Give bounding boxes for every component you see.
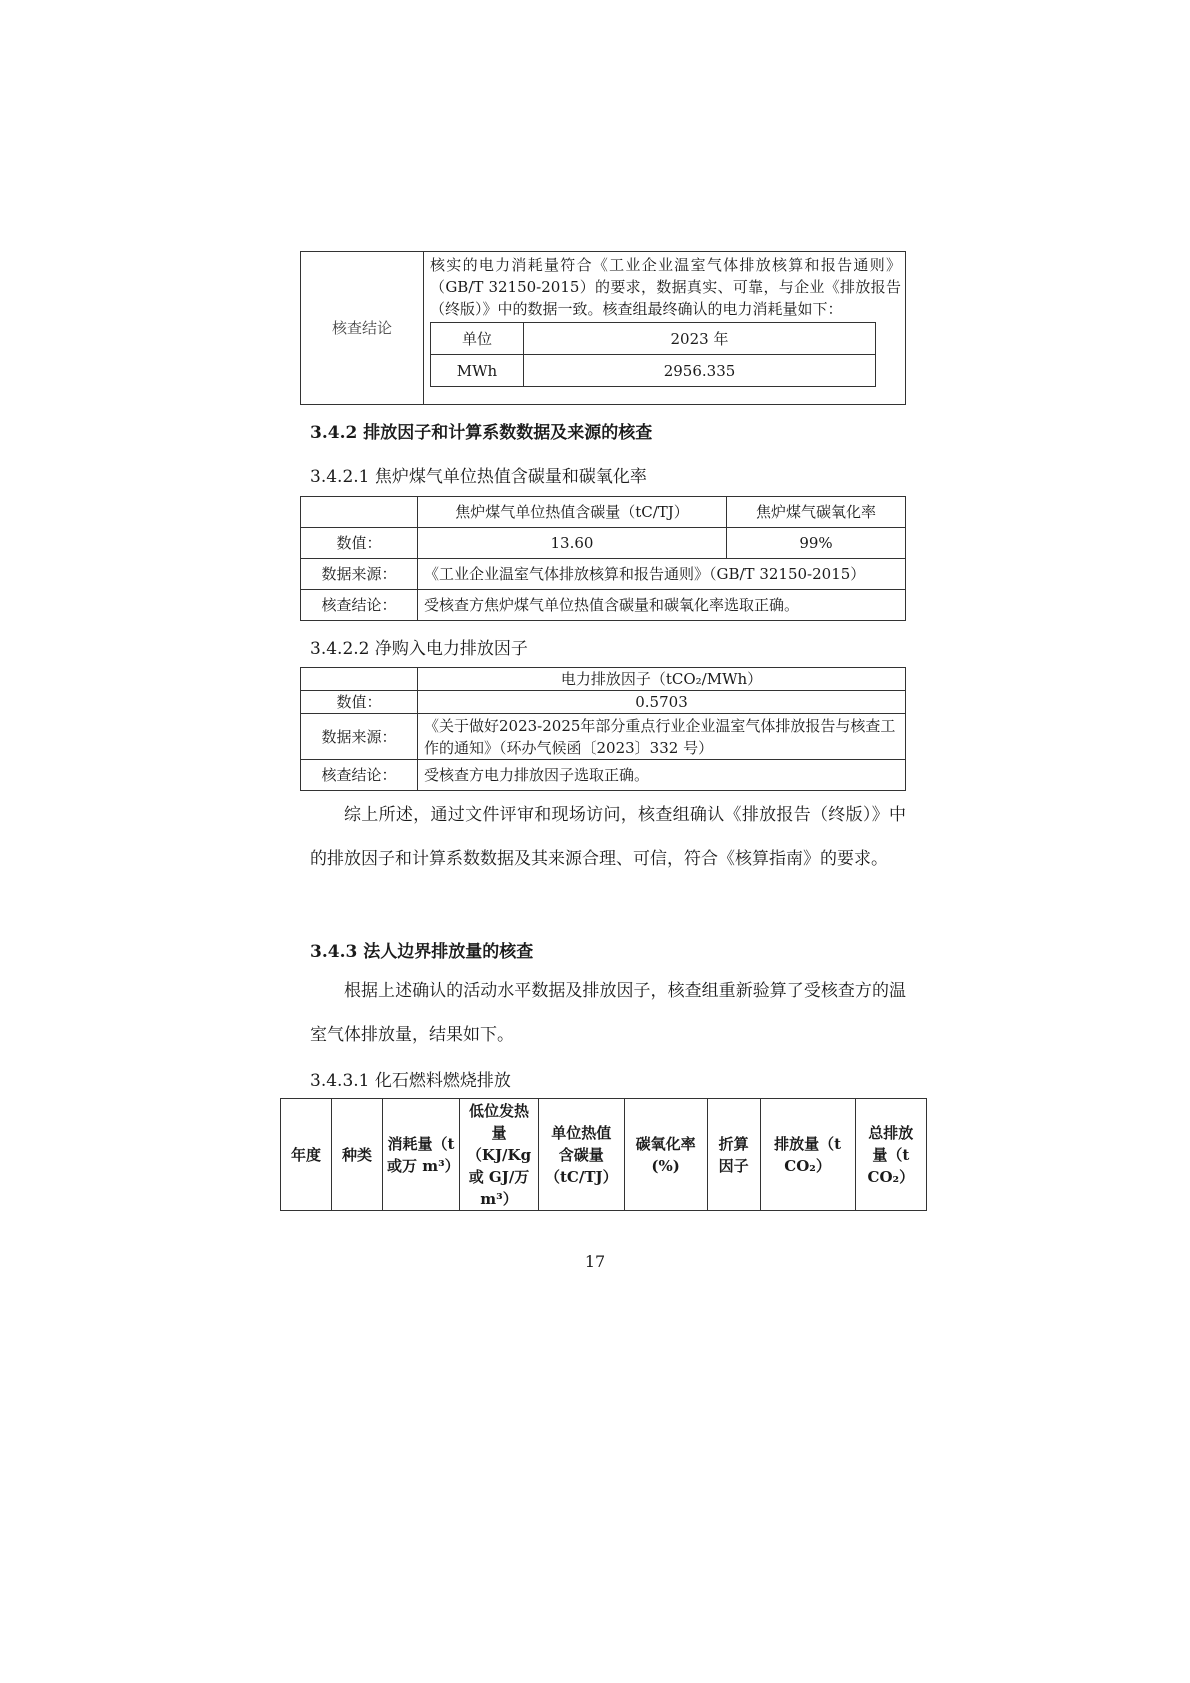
elec-conclusion-label: 核查结论： (301, 760, 418, 791)
coke-col1-header: 焦炉煤气单位热值含碳量（tC/TJ） (418, 497, 727, 528)
page-number: 17 (584, 1252, 606, 1271)
elec-source-label: 数据来源： (301, 714, 418, 760)
coke-gas-table (300, 496, 906, 621)
fossil-header-carbon-content: 单位热值含碳量（tC/TJ） (539, 1099, 625, 1211)
elec-source: 《关于做好2023-2025年部分重点行业企业温室气体排放报告与核查工作的通知》（环办气候函〔2023〕332 号） (418, 714, 906, 760)
fossil-header-type: 种类 (332, 1099, 383, 1211)
fossil-header-conversion: 折算因子 (707, 1099, 760, 1211)
elec-blank-cell (301, 668, 418, 691)
conclusion-cell (424, 252, 906, 405)
electricity-factor-table (300, 667, 906, 791)
section-3431-heading: 3.4.3.1 化石燃料燃烧排放 (310, 1071, 511, 1091)
elec-factor-header: 电力排放因子（tCO₂/MWh） (418, 668, 906, 691)
conclusion-label: 核查结论 (301, 252, 424, 405)
inner-unit: MWh (431, 355, 524, 387)
coke-source-label: 数据来源： (301, 559, 418, 590)
section-342-heading: 3.4.2 排放因子和计算系数数据及来源的核查 (310, 423, 653, 443)
coke-oxidation-rate: 99% (727, 528, 906, 559)
inner-value: 2956.335 (524, 355, 876, 387)
elec-factor-value: 0.5703 (418, 691, 906, 714)
inner-unit-header: 单位 (431, 323, 524, 355)
fossil-header-oxidation: 碳氧化率(%) (624, 1099, 707, 1211)
fossil-header-total: 总排放量（t CO₂） (855, 1099, 926, 1211)
section-343-paragraph: 根据上述确认的活动水平数据及排放因子，核查组重新验算了受核查方的温室气体排放量，结果如下。 (310, 981, 906, 1045)
summary-paragraph: 综上所述，通过文件评审和现场访问，核查组确认《排放报告（终版）》中的排放因子和计算系数数据及其来源合理、可信，符合《核算指南》的要求。 (310, 805, 906, 869)
fossil-header-year: 年度 (281, 1099, 332, 1211)
conclusion-text: 核实的电力消耗量符合《工业企业温室气体排放核算和报告通则》（GB/T 32150-2015）的要求，数据真实、可靠，与企业《排放报告（终版）》中的数据一致。核查组最终确认的电力消耗量如下： (430, 256, 901, 318)
coke-carbon-content: 13.60 (418, 528, 727, 559)
fossil-header-consumption: 消耗量（t 或万 m³） (383, 1099, 460, 1211)
fossil-fuel-table (280, 1098, 927, 1211)
coke-col2-header: 焦炉煤气碳氧化率 (727, 497, 906, 528)
fossil-header-ncv: 低位发热量（KJ/Kg 或 GJ/万 m³） (460, 1099, 539, 1211)
electricity-inner-table (430, 322, 876, 387)
coke-conclusion: 受核查方焦炉煤气单位热值含碳量和碳氧化率选取正确。 (418, 590, 906, 621)
coke-blank-cell (301, 497, 418, 528)
coke-value-label: 数值： (301, 528, 418, 559)
coke-conclusion-label: 核查结论： (301, 590, 418, 621)
section-3422-heading: 3.4.2.2 净购入电力排放因子 (310, 639, 528, 659)
inner-year-header: 2023 年 (524, 323, 876, 355)
section-3421-heading: 3.4.2.1 焦炉煤气单位热值含碳量和碳氧化率 (310, 467, 647, 487)
conclusion-table (300, 251, 906, 405)
coke-source: 《工业企业温室气体排放核算和报告通则》（GB/T 32150-2015） (418, 559, 906, 590)
fossil-header-emission: 排放量（t CO₂） (760, 1099, 855, 1211)
elec-value-label: 数值： (301, 691, 418, 714)
elec-conclusion: 受核查方电力排放因子选取正确。 (418, 760, 906, 791)
section-343-heading: 3.4.3 法人边界排放量的核查 (310, 942, 534, 962)
